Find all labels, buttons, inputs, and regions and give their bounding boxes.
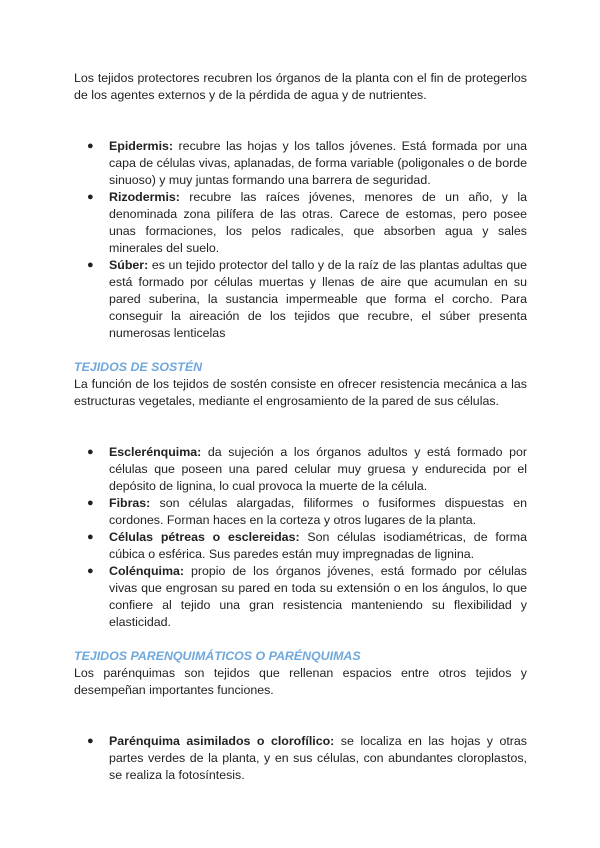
support-tissues-list: [74, 444, 527, 631]
definition: propio de los órganos jóvenes, está formado por células vivas que engrosan su pared en toda su extensión o en los ángulos, lo que confiere al tejido una gran resistencia manteniendo su flexibilidad y elasticidad.: [109, 564, 527, 629]
term: Rizodermis:: [109, 190, 180, 204]
bullet-icon: ●: [87, 140, 94, 152]
definition: recubre las raíces jóvenes, menores de un año, y la denominada zona pilífera de las otras. Carece de estomas, pero posee unas formaciones, los pelos radicales, que absorben agua y sales minerales del suelo.: [109, 190, 527, 255]
section-heading-parenquimas: TEJIDOS PARENQUIMÁTICOS O PARÉNQUIMAS: [74, 649, 361, 663]
parenquimas-intro: Los parénquimas son tejidos que rellenan espacios entre otros tejidos y desempeñan importantes funciones.: [74, 666, 527, 697]
bullet-icon: ●: [87, 497, 94, 509]
list-item: [74, 563, 527, 631]
term: Células pétreas o esclereidas:: [109, 530, 300, 544]
list-item: [74, 189, 527, 257]
definition: es un tejido protector del tallo y de la raíz de las plantas adultas que está formado por células muertas y llenas de aire que acumulan en su pared suberina, la sustancia impermeable que forma el corcho. Para conseguir la aireación de los tejidos que recubre, el súber presenta numerosas lenticelas: [109, 258, 527, 340]
bullet-icon: ●: [87, 191, 94, 203]
definition: son células alargadas, filiformes o fusiformes dispuestas en cordones. Forman haces en la corteza y otros lugares de la planta.: [109, 496, 527, 527]
parenchyma-tissues-list: [74, 733, 527, 784]
list-item: [74, 257, 527, 342]
list-item: [74, 733, 527, 784]
term: Parénquima asimilados o clorofílico:: [109, 734, 335, 748]
term: Esclerénquima:: [109, 445, 202, 459]
bullet-icon: ●: [87, 259, 94, 271]
definition: recubre las hojas y los tallos jóvenes. Está formada por una capa de células vivas, aplanadas, de forma variable (poligonales o de borde sinuoso) y muy juntas formando una barrera de seguridad.: [109, 139, 527, 187]
intro-paragraph: Los tejidos protectores recubren los órganos de la planta con el fin de protegerlos de los agentes externos y de la pérdida de agua y de nutrientes.: [74, 71, 527, 102]
term: Colénquima:: [109, 564, 185, 578]
list-item: [74, 529, 527, 563]
definition: Son células isodiamétricas, de forma cúbica o esférica. Sus paredes están muy impregnadas de lignina.: [109, 530, 527, 561]
section-heading-sosten: TEJIDOS DE SOSTÉN: [74, 360, 203, 374]
sosten-intro: La función de los tejidos de sostén consiste en ofrecer resistencia mecánica a las estructuras vegetales, mediante el engrosamiento de la pared de sus células.: [74, 377, 527, 408]
bullet-icon: ●: [87, 531, 94, 543]
term: Epidermis:: [109, 139, 174, 153]
term: Súber:: [109, 258, 149, 272]
term: Fibras:: [109, 496, 151, 510]
list-item: [74, 138, 527, 189]
protective-tissues-list: [74, 138, 527, 342]
bullet-icon: ●: [87, 565, 94, 577]
definition: da sujeción a los órganos adultos y está formado por células que poseen una pared celular muy gruesa y endurecida por el depósito de lignina, lo cual provoca la muerte de la célula.: [109, 445, 527, 493]
list-item: [74, 495, 527, 529]
definition: se localiza en las hojas y otras partes verdes de la planta, y en sus células, con abundantes cloroplastos, se realiza la fotosíntesis.: [109, 734, 527, 782]
bullet-icon: ●: [87, 735, 94, 747]
bullet-icon: ●: [87, 446, 94, 458]
list-item: [74, 444, 527, 495]
